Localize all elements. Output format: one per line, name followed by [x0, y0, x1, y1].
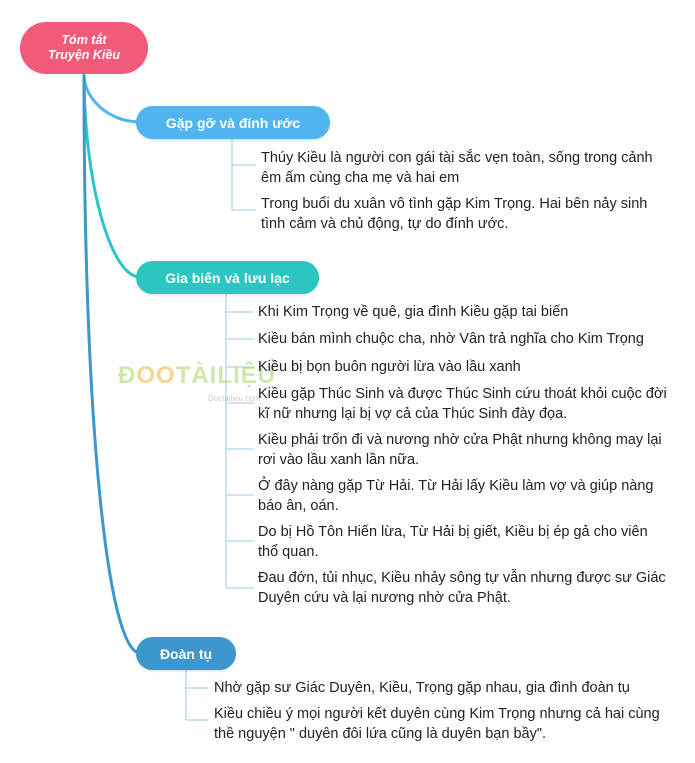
leaf-item: Kiều bán mình chuộc cha, nhờ Vân trả nghĩa cho Kim Trọng	[258, 331, 644, 347]
watermark-logo: ĐOOTÀILIỆU	[118, 362, 277, 389]
leaf-item: Kiều gặp Thúc Sinh và được Thúc Sinh cứu thoát khỏi cuộc đời kĩ nữ nhưng lại bị vợ cả của Thúc Sinh đày đọa.	[258, 386, 667, 422]
leaf-item: Do bị Hồ Tôn Hiến lừa, Từ Hải bị giết, Kiều bị ép gả cho viên thổ quan.	[258, 524, 648, 560]
root-node[interactable]	[20, 22, 148, 74]
leaf-item: Đau đớn, tủi nhục, Kiều nhảy sông tự vẫn nhưng được sư Giác Duyên cứu và lại nương nhờ cửa Phật.	[258, 570, 666, 606]
leaf-item: Trong buổi du xuân vô tình gặp Kim Trọng. Hai bên nảy sinh tình cảm và chủ động, tự do đính ước.	[261, 196, 648, 232]
leaf-item: Ở đây nàng gặp Từ Hải. Từ Hải lấy Kiều làm vợ và giúp nàng báo ân, oán.	[258, 478, 654, 514]
watermark-url: Doctailieu.com	[208, 394, 261, 403]
branch-doan-tu[interactable]: Đoàn tụ	[136, 637, 236, 670]
leaf-item: Thúy Kiều là người con gái tài sắc vẹn toàn, sống trong cảnh êm ấm cùng cha mẹ và hai em	[261, 150, 653, 186]
leaf-item: Kiều bị bọn buôn người lừa vào lầu xanh	[258, 359, 521, 375]
leaf-item: Kiều phải trốn đi và nương nhờ cửa Phật nhưng không may lại rơi vào lầu xanh lần nữa.	[258, 432, 662, 468]
root-title-line2: Truyện Kiều	[47, 48, 120, 62]
branch-gia-bien[interactable]: Gia biến và lưu lạc	[136, 261, 319, 294]
branch-gap-go[interactable]: Gặp gỡ và đính ước	[136, 106, 330, 139]
leaf-item: Khi Kim Trọng về quê, gia đình Kiều gặp tai biến	[258, 304, 569, 320]
root-title-line1: Tóm tắt	[61, 33, 107, 47]
leaf-item: Kiều chiều ý mọi người kết duyên cùng Kim Trọng nhưng cả hai cùng thề nguyện " duyên đôi lứa cũng là duyên bạn bầy".	[214, 706, 660, 742]
leaf-item: Nhờ gặp sư Giác Duyên, Kiều, Trọng gặp nhau, gia đình đoàn tụ	[214, 680, 630, 696]
